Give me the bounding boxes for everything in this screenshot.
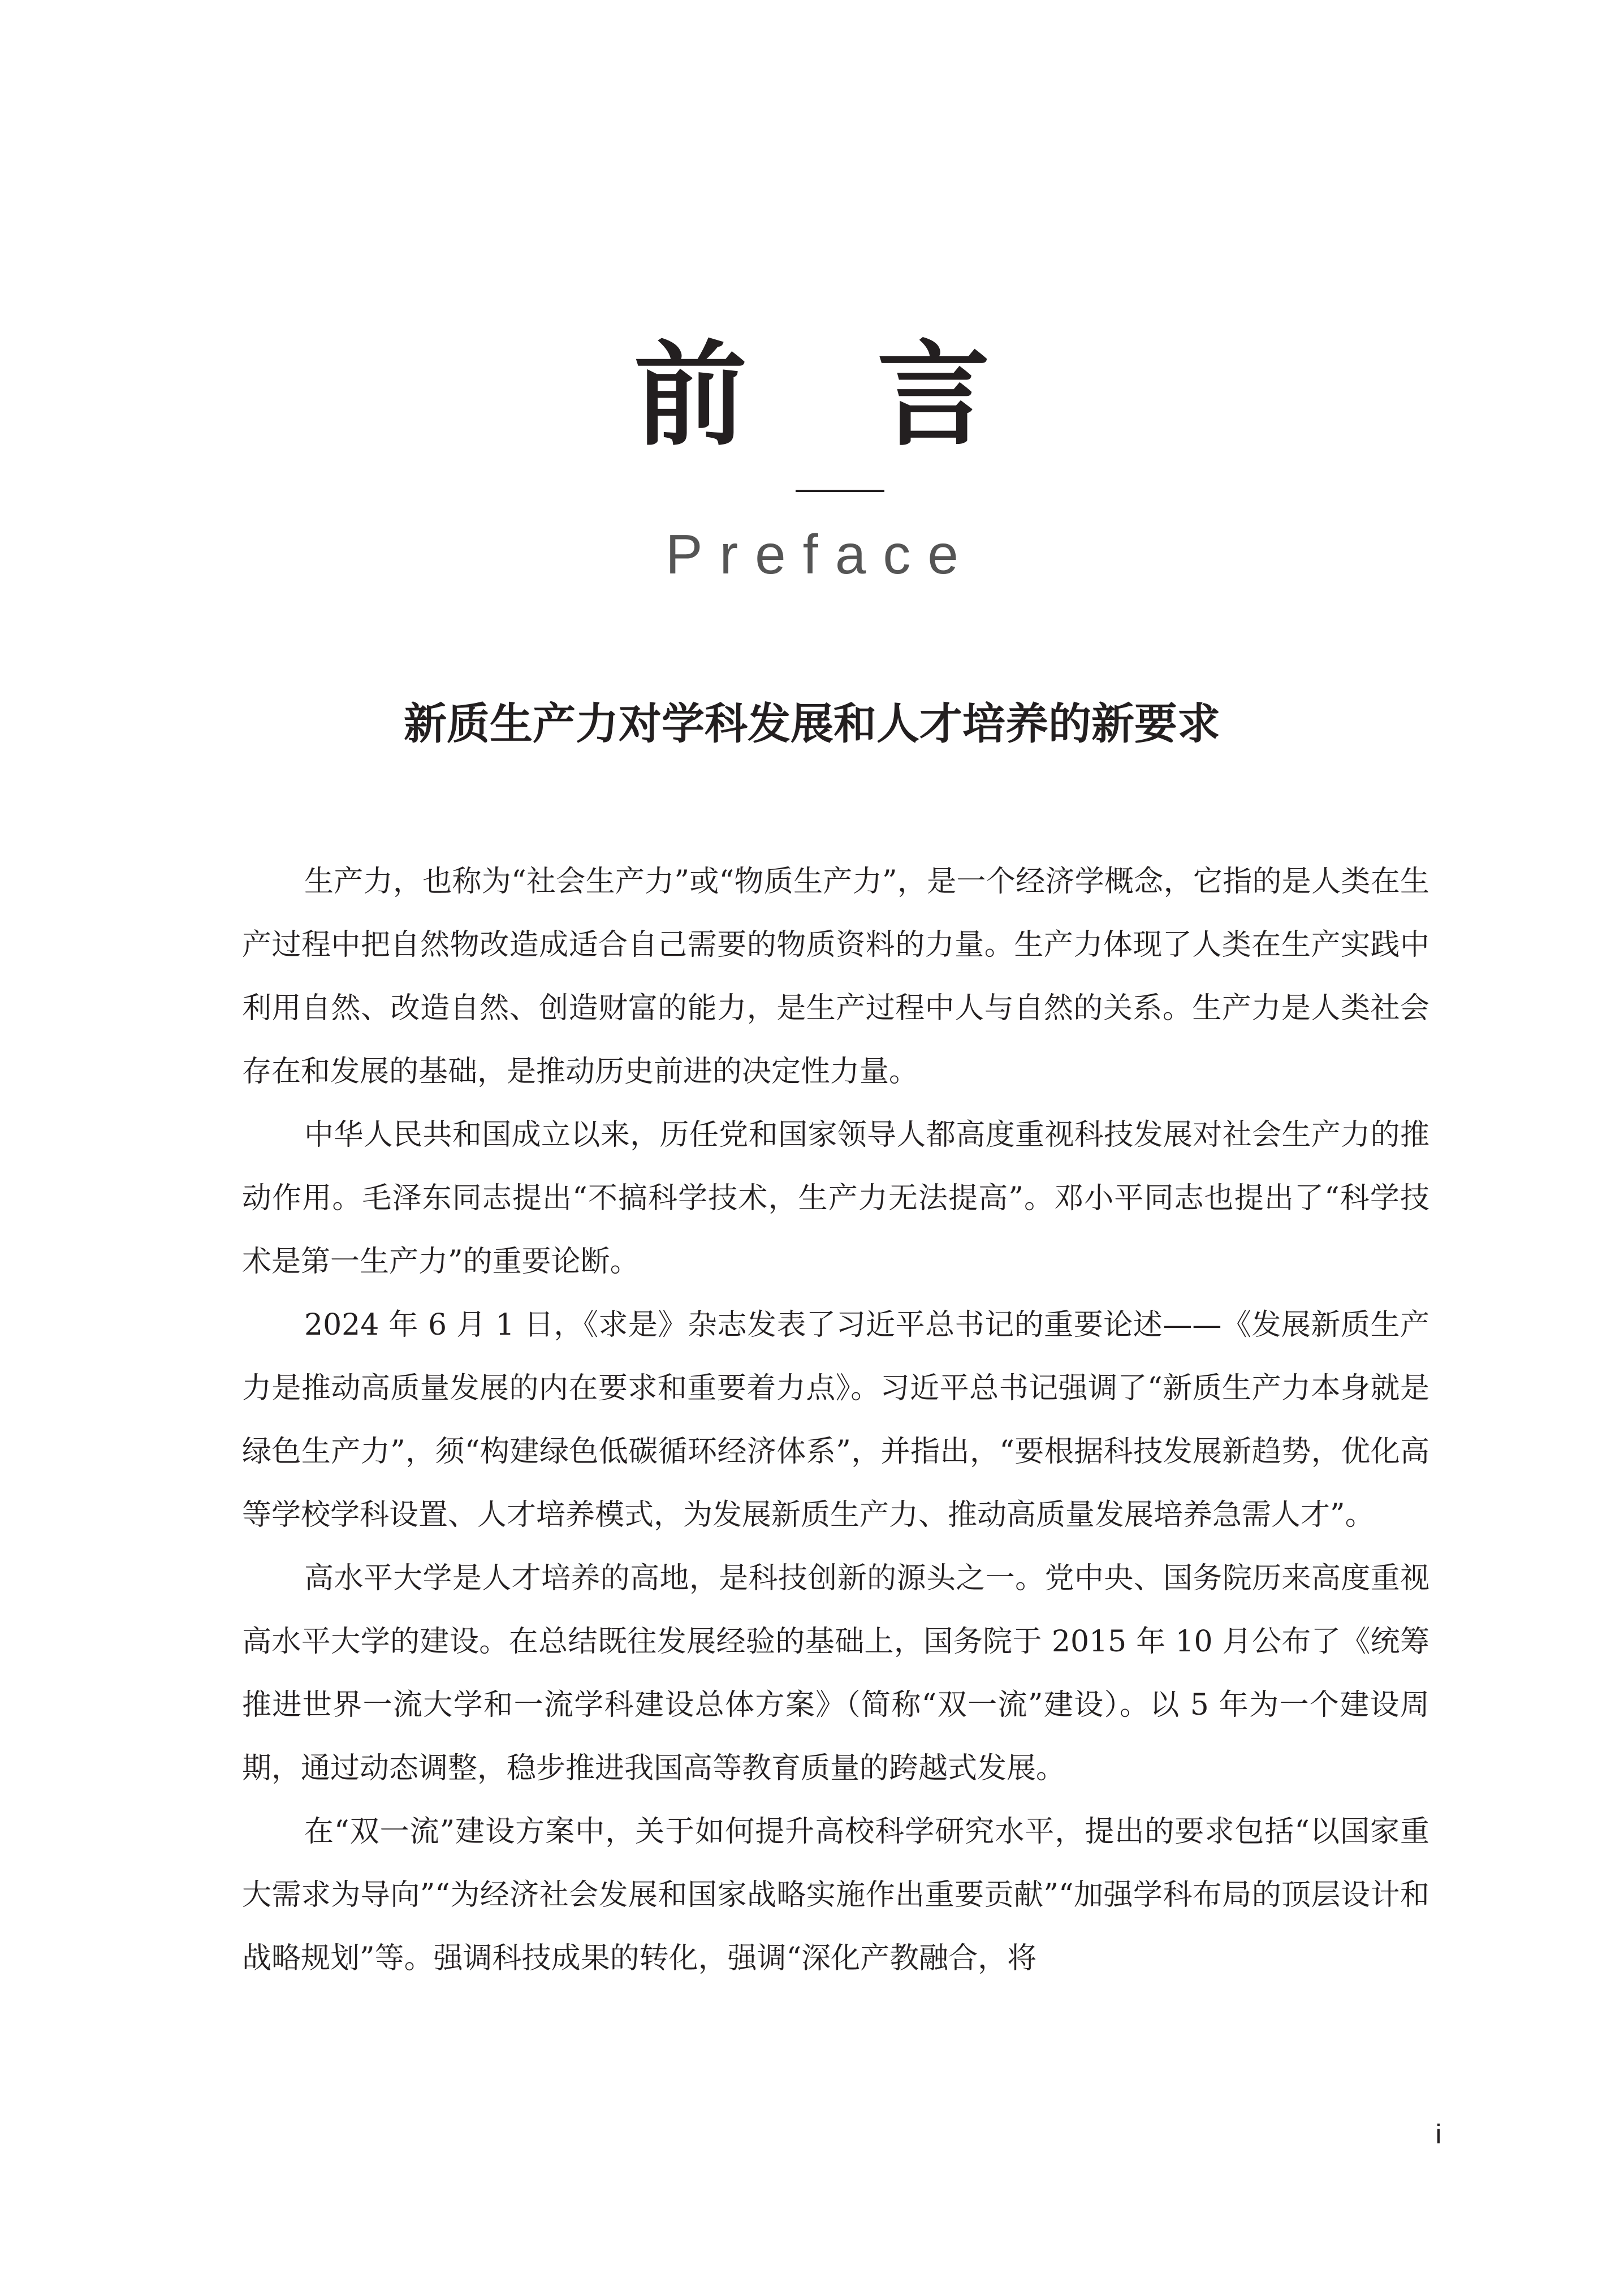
paragraph: 在“双一流”建设方案中，关于如何提升高校科学研究水平，提出的要求包括“以国家重大需求为导向”“为经济社会发展和国家战略实施作出重要贡献”“加强学科布局的顶层设计和战略规划”等。强调科技成果的转化，强调“深化产教融合，将 — [242, 1815, 1429, 1975]
section-heading: 新质生产力对学科发展和人才培养的新要求 — [404, 698, 1220, 749]
title-divider — [796, 490, 884, 492]
body-text — [242, 850, 1429, 1990]
page-number: i — [1435, 2120, 1442, 2150]
paragraph: 生产力，也称为“社会生产力”或“物质生产力”，是一个经济学概念，它指的是人类在生产过程中把自然物改造成适合自己需要的物质资料的力量。生产力体现了人类在生产实践中利用自然、改造自然、创造财富的能力，是生产过程中人与自然的关系。生产力是人类社会存在和发展的基础，是推动历史前进的决定性力量。 — [242, 865, 1429, 1089]
paragraph: 2024 年 6 月 1 日，《求是》杂志发表了习近平总书记的重要论述——《发展新质生产力是推动高质量发展的内在要求和重要着力点》。习近平总书记强调了“新质生产力本身就是绿色生产力”，须“构建绿色低碳循环经济体系”，并指出，“要根据科技发展新趋势，优化高等学校学科设置、人才培养模式，为发展新质生产力、推动高质量发展培养急需人才”。 — [242, 1308, 1429, 1532]
page-title: 前言 — [633, 330, 1120, 461]
paragraph: 高水平大学是人才培养的高地，是科技创新的源头之一。党中央、国务院历来高度重视高水平大学的建设。在总结既往发展经验的基础上，国务院于 2015 年 10 月公布了《统筹推进世界一流大学和一流学科建设总体方案》（简称“双一流”建设）。以 5 年为一个建设周期，通过动态调整，稳步推进我国高等教育质量的跨越式发展。 — [242, 1561, 1429, 1785]
page-title-english: Preface — [666, 523, 975, 585]
paragraph: 中华人民共和国成立以来，历任党和国家领导人都高度重视科技发展对社会生产力的推动作用。毛泽东同志提出“不搞科学技术，生产力无法提高”。邓小平同志也提出了“科学技术是第一生产力”的重要论断。 — [242, 1118, 1429, 1279]
